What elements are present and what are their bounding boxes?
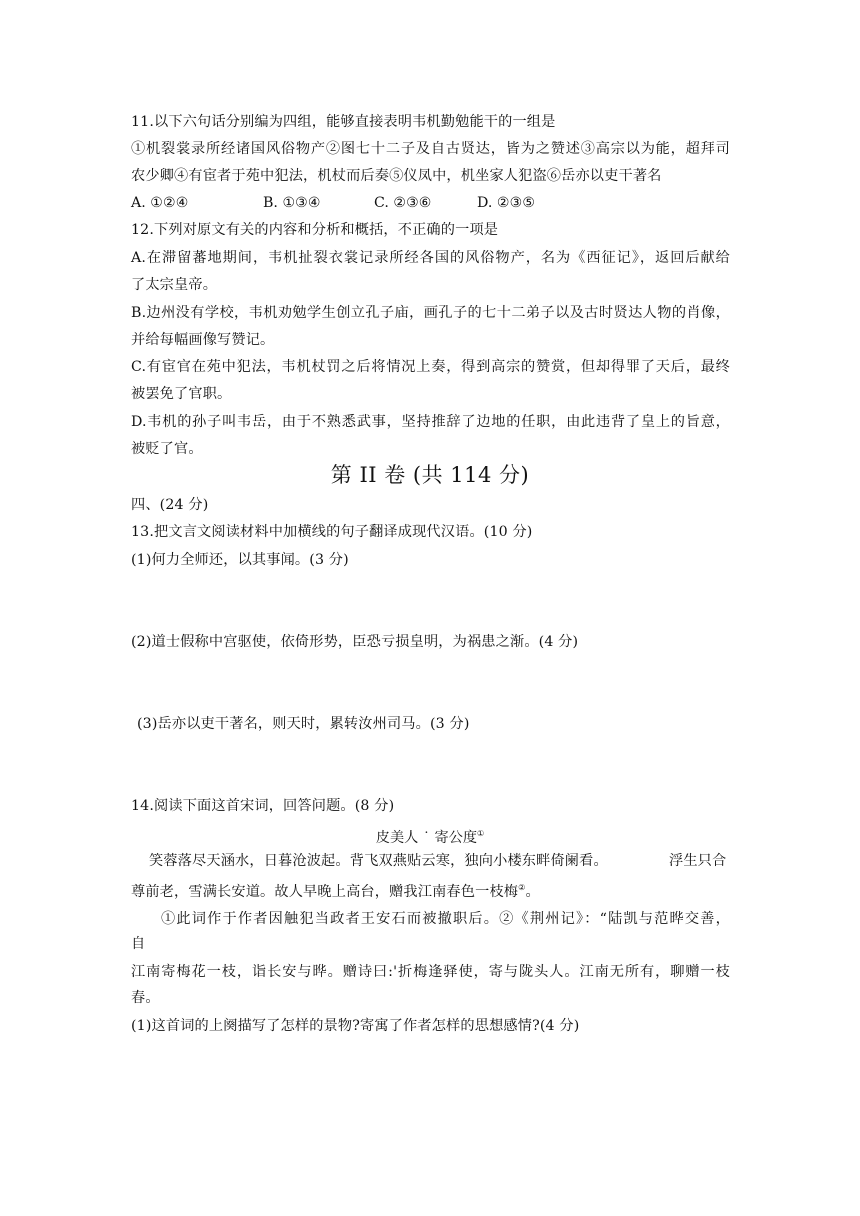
q11-option-a: A. ①②④ [131,195,189,211]
q12-stem: 12.下列对原文有关的内容和分析和概括，不正确的一项是 [131,222,499,238]
footnote-line-2: 自 [131,936,146,952]
footnote-marker-1: ① [477,829,485,838]
q12-option-d-line-2: 被贬了官。 [131,441,203,457]
q13-sentence-2: (2)道士假称中宫驱使，依倚形势，臣恐亏损皇明，为祸患之渐。(4 分) [131,634,579,650]
poem-line-2-text: 尊前老，雪满长安道。故人早晚上高台，赠我江南春色一枝梅 [131,884,519,900]
footnote-marker-2: ② [518,883,526,892]
q11-option-d: D. ②③⑤ [477,195,536,211]
q12-option-a-line-2: 了太宗皇帝。 [131,277,218,293]
q11-option-c: C. ②③⑥ [374,195,432,211]
q11-option-b: B. ①③④ [263,195,321,211]
footnote-line-3: 江南寄梅花一枝，诣长安与晔。赠诗曰:'折梅逢驿使，寄与陇头人。江南无所有，聊赠一枝 [131,964,730,980]
poem-line-1: 笑蓉落尽天涵水，日暮沧波起。背飞双燕贴云寒，独向小楼东畔倚阑看。 [149,853,608,869]
q14-stem: 14.阅读下面这首宋词，回答问题。(8 分) [131,798,395,814]
q11-choices-line-1: ①机裂裳录所经诸国风俗物产②图七十二子及自古贤达，皆为之赞述③高宗以为能，超拜司 [131,141,730,157]
section-4-heading: 四、(24 分) [131,497,209,513]
poem-line-2 [131,878,540,902]
q12-option-b-line-2: 并给每幅画像写赞记。 [131,332,275,348]
q12-option-b-line-1: B.边州没有学校，韦机劝勉学生创立孔子庙，画孔子的七十二弟子以及古时贤达人物的肖像， [131,305,730,321]
q13-sentence-1: (1)何力全师还，以其事闻。(3 分) [131,552,349,568]
q11-stem: 11.以下六句话分别编为四组，能够直接表明韦机勤勉能干的一组是 [131,114,556,130]
footnote-line-1: ①此词作于作者因触犯当政者王安石而被撤职后。②《荆州记》：“陆凯与范晔交善， [161,911,730,927]
q12-option-d-line-1: D.韦机的孙子叫韦岳，由于不熟悉武事，坚持推辞了边地的任职，由此违背了皇上的旨意， [131,414,730,430]
q12-option-a-line-1: A.在滞留蕃地期间，韦机扯裂衣裳记录所经各国的风俗物产，名为《西征记》，返回后献给 [131,250,730,266]
q14-subquestion-1: (1)这首词的上阕描写了怎样的景物?寄寓了作者怎样的思想感情?(4 分) [131,1018,580,1034]
poem-line-2-end: 。 [525,884,540,900]
q11-choices-line-2: 农少卿④有宦者于苑中犯法，机杖而后奏⑤仪凤中，机坐家人犯盗⑥岳亦以吏干著名 [131,168,662,184]
q12-option-c-line-2: 被罢免了官职。 [131,386,232,402]
footnote-line-4: 春。 [131,990,160,1006]
poem-title [0,824,860,848]
q13-sentence-3: (3)岳亦以吏干著名，则天时，累转汝州司马。(3 分) [137,716,470,732]
poem-line-1-part-2: 浮生只合 [669,853,727,869]
poem-title-text: 皮美人 ˙ 寄公度 [375,830,478,846]
part-2-title: 第 II 卷 (共 114 分) [330,463,530,487]
q13-stem: 13.把文言文阅读材料中加横线的句子翻译成现代汉语。(10 分) [131,524,533,540]
q12-option-c-line-1: C.有宦官在苑中犯法，韦机杖罚之后将情况上奏，得到高宗的赞赏，但却得罪了天后，最终 [131,359,730,375]
